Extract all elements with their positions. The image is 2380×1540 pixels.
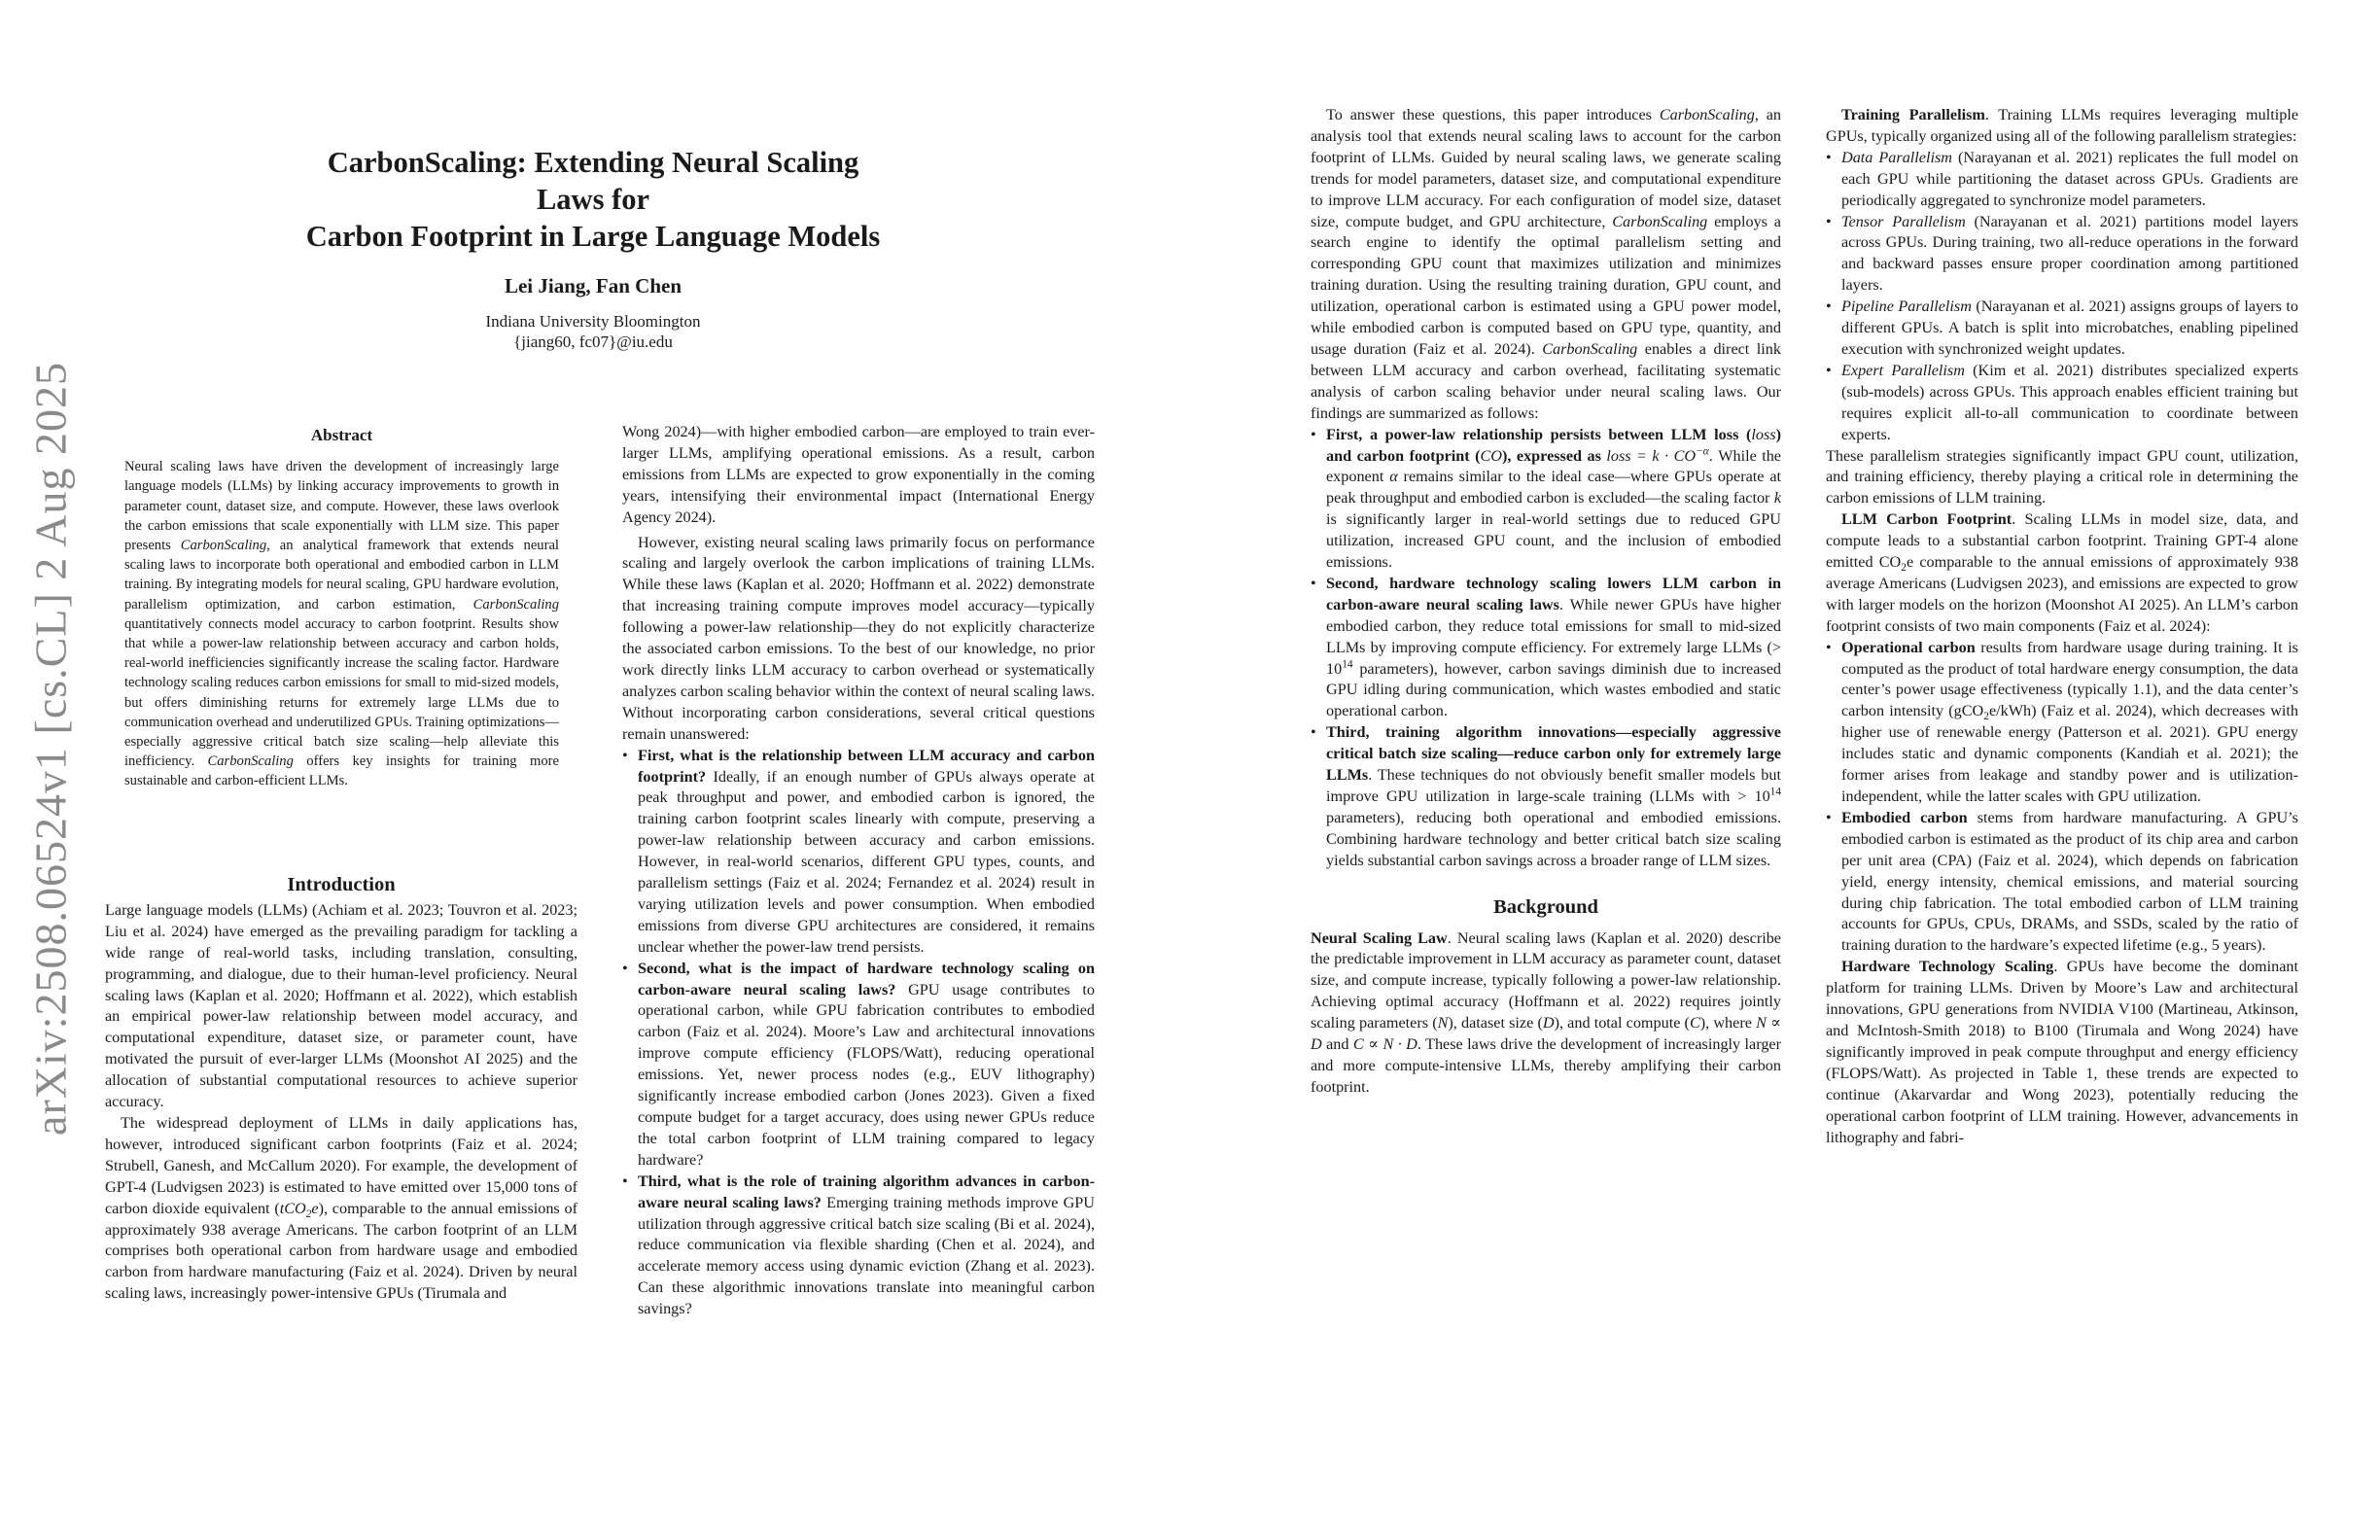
strategy-text: (Kim et al. 2021) distributes specialized experts (sub-models) across GPUs. This approach enables efficient training but requires explicit all-to-all communication to coordinate between experts.	[1841, 361, 2298, 443]
abstract-text	[124, 457, 559, 790]
abstract-span: offers key insights for training more sustainable and carbon-efficient LLMs.	[124, 753, 559, 789]
text-span: First, a power-law relationship persists between LLM loss (	[1326, 425, 1752, 443]
text-span: ), where	[1699, 1014, 1757, 1032]
text-span: . These techniques do not obviously benefit smaller models but improve GPU utilization in large-scale training (LLMs with > 10	[1326, 766, 1781, 805]
text-span: To answer these questions, this paper introduces	[1326, 106, 1660, 123]
affiliation: Indiana University Bloomington	[485, 312, 701, 331]
text-span: ), comparable to the annual emissions of approximately 938 average Americans. The carbon footprint of an LLM comprises both operational carbon from hardware usage and embodied carbon from hardware manufacturing (Faiz et al. 2024). Driven by neural scaling laws, increasingly power-intensive GPUs (Tirumala and	[105, 1199, 578, 1303]
exponent: 14	[1769, 786, 1781, 798]
affiliation-block	[292, 311, 894, 352]
text-span: ), expressed as	[1502, 446, 1601, 465]
operational-carbon-item	[1826, 638, 2298, 808]
paragraph-heading: Training Parallelism	[1841, 106, 1985, 123]
abstract-span: quantitatively connects model accuracy to carbon footprint. Results show that while a power-law relationship between accuracy and carbon holds, real-world inefficiencies significantly increase the scaling factor. Hardware technology scaling reduces carbon emissions for small to mid-sized models, but offers diminishing returns for extremely large LLMs due to communication overhead and underutilized GPUs. Training optimizations—especially aggressive critical batch size scaling—help alleviate this inefficiency.	[124, 615, 559, 770]
training-parallelism-paragraph	[1826, 105, 2298, 148]
tool-name: CarbonScaling	[180, 538, 267, 554]
paragraph-heading: Neural Scaling Law	[1311, 928, 1448, 947]
subscript: 2	[1901, 562, 1907, 575]
math-k: k	[1773, 489, 1781, 508]
question-text: Emerging training methods improve GPU utilization through aggressive critical batch size scaling (Bi et al. 2024), reduce communication via flexible sharding (Chen et al. 2024), and accelerate memory access using dynamic eviction (Zhang et al. 2023). Can these algorithmic innovations translate into meaningful carbon savings?	[638, 1193, 1095, 1318]
tool-name: CarbonScaling	[207, 753, 294, 770]
text-span: . Scaling LLMs in model size, data, and compute leads to a substantial carbon footprint. Training GPT-4 alone emitted CO	[1826, 510, 2298, 572]
parallelism-summary: These parallelism strategies significantly impact GPU count, utilization, and training efficiency, thereby playing a critical role in determining the carbon emissions of LLM training.	[1826, 446, 2298, 508]
text-span: e/kWh) (Faiz et al. 2024), which decreases with higher use of renewable energy (Patterson et al. 2021). GPU energy includes static and dynamic components (Kandiah et al. 2021); the former arises from leakage and standby power and is utilization-independent, while the latter scales with GPU utilization.	[1841, 702, 2298, 805]
text-span: and	[1321, 1035, 1353, 1054]
strategy-tensor	[1826, 212, 2298, 298]
formula-exponent: −α	[1696, 445, 1709, 458]
math-n: N	[1437, 1014, 1449, 1032]
text-span: The widespread deployment of LLMs in daily applications has, however, introduced significant carbon footprints (Faiz et al. 2024; Strubell, Ganesh, and McCallum 2020). For example, the development of GPT-4 (Ludvigsen 2023) is estimated to have emitted over 15,000 tons of carbon dioxide equivalent (	[105, 1113, 578, 1217]
math-co: CO	[1480, 446, 1502, 465]
finding-3	[1311, 722, 1781, 871]
strategy-text: (Narayanan et al. 2021) partitions model layers across GPUs. During training, two all-reduce operations in the forward and backward passes ensure proper coordination among partitioned layers.	[1841, 212, 2298, 295]
tool-name: CarbonScaling	[1612, 212, 1708, 230]
abstract-span: Neural scaling laws have driven the development of increasingly large language models (LLMs) by linking accuracy improvements to growth in parameter count, dataset size, and compute. However, these laws overlook the carbon emissions that scale exponentially with LLM size. This paper presents	[124, 459, 559, 554]
power-law-formula	[1606, 447, 1708, 465]
math-part: tCO	[279, 1199, 306, 1217]
background-heading: Background	[1493, 895, 1598, 918]
text-span: . GPUs have become the dominant platform for training LLMs. Driven by Moore’s Law and architectural innovations, GPU generations from NVIDIA V100 (Martineau, Atkinson, and McIntosh-Smith 2018) to B100 (Tirumala and Wong 2024) have significantly improved in peak compute throughput and energy efficiency (FLOPS/Watt). As projected in Table 1, these trends are expected to continue (Akarvardar and Wong 2023), potentially reducing the operational carbon footprint of LLM training. However, advancements in lithography and fabri-	[1826, 958, 2298, 1146]
finding-title: Third, training algorithm innovations—especially aggressive critical batch size scaling—reduce carbon only for extremely large LLMs	[1326, 723, 1781, 785]
abstract-section	[124, 426, 559, 791]
title-line-2: Carbon Footprint in Large Language Models	[305, 220, 881, 253]
text-span: . Neural scaling laws (Kaplan et al. 2020) describe the predictable improvement in LLM accuracy as parameter count, dataset size, and compute increase, typically following a power-law relationship. Achieving optimal accuracy (Hoffmann et al. 2022) requires jointly scaling parameters (	[1311, 928, 1781, 1032]
text-span: , an analysis tool that extends neural scaling laws to account for the carbon footprint of LLMs. Guided by neural scaling laws, we generate scaling trends for model parameters, dataset size, and computational expenditure to improve LLM accuracy. For each configuration of model size, dataset size, compute budget, and GPU architecture,	[1311, 106, 1782, 230]
math-loss: loss	[1751, 425, 1776, 443]
question-title: First, what is the relationship between LLM accuracy and carbon footprint?	[638, 746, 1095, 786]
math-d: D	[1542, 1014, 1555, 1032]
question-title: Second, what is the impact of hardware technology scaling on carbon-aware neural scaling laws?	[638, 959, 1095, 998]
tool-name: CarbonScaling	[472, 596, 559, 612]
text-span: . These laws drive the development of increasingly larger and more compute-intensive LLMs, thereby amplifying their carbon footprint.	[1311, 1035, 1781, 1096]
item-title: Operational carbon	[1841, 638, 1976, 656]
text-span: parameters), however, carbon savings diminish due to increased GPU idling during communication, which wastes embodied and static operational carbon.	[1326, 659, 1781, 720]
text-span: ) and carbon footprint (	[1326, 425, 1781, 465]
arxiv-stamp-text: arXiv:2508.06524v1 [cs.CL] 2 Aug 2025	[25, 362, 76, 1136]
findings-list	[1311, 425, 1781, 872]
text-span: e comparable to the annual emissions of approximately 938 average Americans (Ludvigsen 2023), and emissions are expected to grow with larger models on the horizon (Moonshot AI 2025). An LLM’s carbon footprint consists of two main components (Faiz et al. 2024):	[1826, 553, 2298, 635]
parallelism-strategies	[1826, 148, 2298, 446]
intro-paragraph-2	[105, 1113, 578, 1305]
math-part: e	[311, 1199, 319, 1217]
finding-title: Second, hardware technology scaling lowers LLM carbon in carbon-aware neural scaling laws	[1326, 574, 1781, 613]
email: {jiang60, fc07}@iu.edu	[513, 332, 673, 351]
strategy-expert	[1826, 361, 2298, 446]
strategy-name: Tensor Parallelism	[1841, 212, 1966, 230]
formula-base: loss = k · CO	[1606, 446, 1697, 465]
text-span: enables a direct link between LLM accuracy and carbon overhead, facilitating systematic analysis of carbon scaling behavior under neural scaling laws. Our findings are summarized as follows:	[1311, 339, 1781, 422]
item-title: Embodied carbon	[1841, 808, 1968, 826]
strategy-pipeline	[1826, 297, 2298, 361]
tool-name: CarbonScaling	[1542, 339, 1638, 358]
paragraph-heading: LLM Carbon Footprint	[1841, 510, 2012, 529]
authors: Lei Jiang, Fan Chen	[504, 274, 682, 298]
text-span: . While newer GPUs have higher embodied carbon, they reduce total emissions for small to mid-sized LLMs by improving compute efficiency. For extremely large LLMs (> 10	[1326, 595, 1782, 678]
question-text: GPU usage contributes to operational carbon, while GPU fabrication contributes to embodied carbon (Faiz et al. 2024). Moore’s Law and architectural innovations improve compute efficiency (FLOPS/Watt), reducing operational emissions. Yet, newer process nodes (e.g., EUV lithography) significantly increase embodied carbon (Jones 2023). Given a fixed compute budget for a target accuracy, does using newer GPUs reduce the total carbon footprint of LLM training compared to legacy hardware?	[638, 980, 1095, 1169]
text-span: stems from hardware manufacturing. A GPU’s embodied carbon is estimated as the product of its chip area and carbon per unit area (CPA) (Faiz et al. 2024), which depends on fabrication yield, energy intensity, chemical emissions, and material sourcing during chip fabrication. The total embodied carbon of LLM training accounts for GPUs, CPUs, DRAMs, and SSDs, scaled by the ratio of training duration to the hardware’s expected lifetime (e.g., 5 years).	[1841, 808, 2298, 955]
math-relation: C ∝ N · D	[1352, 1035, 1418, 1054]
math-tco2e	[279, 1199, 319, 1220]
text-span: ), dataset size (	[1448, 1014, 1543, 1032]
paper-title	[292, 144, 894, 255]
page2-right-column	[1826, 105, 2298, 1148]
intro-paragraph-1: Large language models (LLMs) (Achiam et al. 2023; Touvron et al. 2023; Liu et al. 2024) have emerged as the prevailing paradigm for tackling a wide range of real-world tasks, including translation, consulting, programming, and dialogue, due to their human-level proficiency. Neural scaling laws (Kaplan et al. 2020; Hoffmann et al. 2022), which establish an empirical power-law relationship between model accuracy, and computational expenditure, dataset size, or parameter count, have motivated the pursuit of ever-larger LLMs (Moonshot AI 2025) and the allocation of substantial computational resources to achieve superior accuracy.	[105, 900, 578, 1111]
question-1	[622, 746, 1095, 959]
strategy-name: Expert Parallelism	[1841, 361, 1965, 379]
strategy-name: Pipeline Parallelism	[1841, 298, 1972, 316]
research-questions	[622, 746, 1095, 1320]
page2-left-column	[1311, 105, 1781, 1099]
finding-1	[1311, 425, 1781, 574]
hardware-scaling-paragraph	[1826, 957, 2298, 1148]
carbon-components	[1826, 638, 2298, 958]
text-span: . While the exponent	[1326, 446, 1781, 486]
strategy-text: (Narayanan et al. 2021) replicates the full model on each GPU while partitioning the dataset across GPUs. Gradients are periodically aggregated to synchronize model parameters.	[1841, 148, 2298, 209]
strategy-name: Data Parallelism	[1841, 148, 1952, 166]
intro-paragraph-4	[1311, 105, 1781, 425]
paragraph-heading: Hardware Technology Scaling	[1841, 958, 2054, 976]
strategy-data	[1826, 148, 2298, 212]
intro-paragraph-3: However, existing neural scaling laws primarily focus on performance scaling and largely overlook the carbon implications of training LLMs. While these laws (Kaplan et al. 2020; Hoffmann et al. 2022) demonstrate that increasing training compute improves model accuracy—typically following a power-law relationship—they do not explicitly characterize the associated carbon emissions. To the best of our knowledge, no prior work directly links LLM accuracy to carbon overhead or systematically analyzes carbon scaling behavior within the context of neural scaling laws. Without incorporating carbon considerations, several critical questions remain unanswered:	[622, 533, 1095, 743]
introduction-section	[105, 875, 578, 1361]
text-span: employs a search engine to identify the optimal parallelism setting and corresponding GPU count that maximizes utilization and minimizes training duration. Using the resulting training duration, GPU count, and utilization, operational carbon is estimated using a GPU power model, while embodied carbon is computed based on GPU type, quantity, and usage duration (Faiz et al. 2024).	[1311, 212, 1781, 358]
abstract-span: , an analytical framework that extends neural scaling laws to incorporate both operational and embodied carbon in LLM training. By integrating models for neural scaling, GPU hardware evolution, parallelism optimization, and carbon estimation,	[124, 538, 559, 612]
carbon-footprint-paragraph	[1826, 509, 2298, 637]
title-line-1: CarbonScaling: Extending Neural Scaling Laws for	[327, 146, 859, 216]
text-span: remains similar to the ideal case—where GPUs operate at peak throughput and embodied carbon is excluded—the scaling factor	[1326, 468, 1782, 508]
arxiv-stamp	[21, 362, 80, 1136]
question-3	[622, 1172, 1095, 1320]
text-span: parameters), reducing both operational and embodied emissions. Combining hardware technology and better critical batch size scaling yields substantial carbon savings across a broader range of LLM sizes.	[1326, 808, 1781, 869]
page1-right-column	[622, 422, 1095, 1414]
introduction-heading: Introduction	[287, 875, 396, 895]
strategy-text: (Narayanan et al. 2021) assigns groups of layers to different GPUs. A batch is split into microbatches, enabling pipelined execution with synchronized weight updates.	[1841, 298, 2298, 358]
subscript: 2	[1983, 711, 1989, 723]
question-text: Ideally, if an enough number of GPUs always operate at peak throughput and power, and embodied carbon is ignored, the training carbon footprint scales linearly with compute, preserving a power-law relationship between accuracy and carbon emissions. However, in real-world scenarios, different GPU types, counts, and parallelism settings (Faiz et al. 2024; Fernandez et al. 2024) result in varying utilization levels and power consumption. When embodied emissions from diverse GPU architectures are considered, it remains unclear whether the power-law trend persists.	[638, 767, 1095, 956]
abstract-heading: Abstract	[310, 426, 373, 444]
neural-scaling-law-paragraph	[1311, 928, 1781, 1099]
math-relation: N ∝ D	[1311, 1014, 1782, 1054]
math-sub: 2	[305, 1208, 312, 1220]
text-span: . Training LLMs requires leveraging multiple GPUs, typically organized using all of the following parallelism strategies:	[1826, 106, 2299, 145]
finding-2	[1311, 574, 1781, 722]
tool-name: CarbonScaling	[1659, 106, 1755, 123]
text-span: is significantly larger in real-world settings due to reduced GPU utilization, increased GPU count, and the inclusion of embodied emissions.	[1326, 510, 1781, 572]
math-alpha: α	[1389, 468, 1398, 486]
embodied-carbon-item	[1826, 808, 2298, 957]
question-2	[622, 959, 1095, 1172]
intro-paragraph-2-continued: Wong 2024)—with higher embodied carbon—are employed to train ever-larger LLMs, amplifying operational emissions. As a result, carbon emissions from LLMs are expected to grow exponentially in the coming years, intensifying their environmental impact (International Energy Agency 2024).	[622, 423, 1095, 526]
question-title: Third, what is the role of training algorithm advances in carbon-aware neural scaling laws?	[638, 1172, 1095, 1211]
math-c: C	[1689, 1014, 1700, 1032]
exponent: 14	[1342, 658, 1353, 671]
text-span: ), and total compute (	[1554, 1014, 1690, 1032]
text-span: results from hardware usage during training. It is computed as the product of total hardware energy consumption, the data center’s power usage effectiveness (typically 1.1), and the data center’s carbon intensity (gCO	[1841, 638, 2298, 720]
